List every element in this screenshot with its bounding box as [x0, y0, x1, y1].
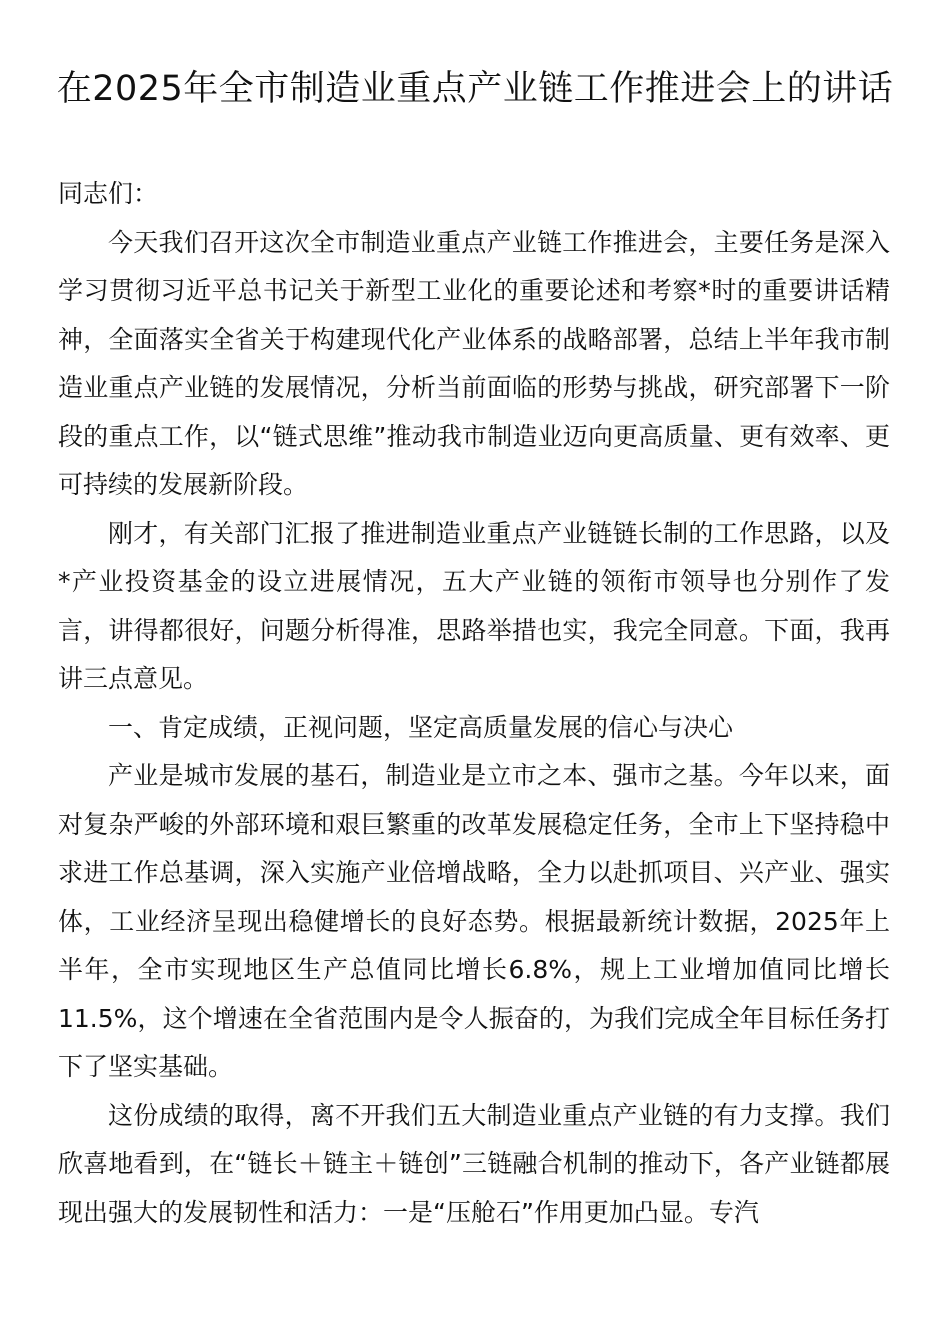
paragraph-opening: 今天我们召开这次全市制造业重点产业链工作推进会，主要任务是深入学习贯彻习近平总书记关于新型工业化的重要论述和考察*时的重要讲话精神，全面落实全省关于构建现代化产业体系的战略部署，总结上半年我市制造业重点产业链的发展情况，分析当前面临的形势与挑战，研究部署下一阶段的重点工作，以“链式思维”推动我市制造业迈向更高质量、更有效率、更可持续的发展新阶段。: [58, 227, 890, 499]
salutation: 同志们：: [58, 179, 159, 208]
paragraph-achievements: 产业是城市发展的基石，制造业是立市之本、强市之基。今年以来，面对复杂严峻的外部环境和艰巨繁重的改革发展稳定任务，全市上下坚持稳中求进工作总基调，深入实施产业倍增战略，全力以赴抓项目、兴产业、强实体，工业经济呈现出稳健增长的良好态势。根据最新统计数据，2025年上半年，全市实现地区生产总值同比增长6.8%，规上工业增加值同比增长11.5%，这个增速在全省范围内是令人振奋的，为我们完成全年目标任务打下了坚实基础。: [58, 761, 890, 1081]
paragraph-response: 刚才，有关部门汇报了推进制造业重点产业链链长制的工作思路，以及*产业投资基金的设立进展情况，五大产业链的领衔市领导也分别作了发言，讲得都很好，问题分析得准，思路举措也实，我完全同意。下面，我再讲三点意见。: [58, 518, 890, 693]
document-title: 在2025年全市制造业重点产业链工作推进会上的讲话: [56, 69, 894, 109]
paragraph-industry-chains: 这份成绩的取得，离不开我们五大制造业重点产业链的有力支撑。我们欣喜地看到，在“链长＋链主＋链创”三链融合机制的推动下，各产业链都展现出强大的发展韧性和活力：一是“压舱石”作用更加凸显。专汽: [58, 1100, 890, 1227]
section-heading-1: 一、肯定成绩，正视问题，坚定高质量发展的信心与决心: [108, 712, 734, 742]
document-body: [58, 170, 890, 1237]
